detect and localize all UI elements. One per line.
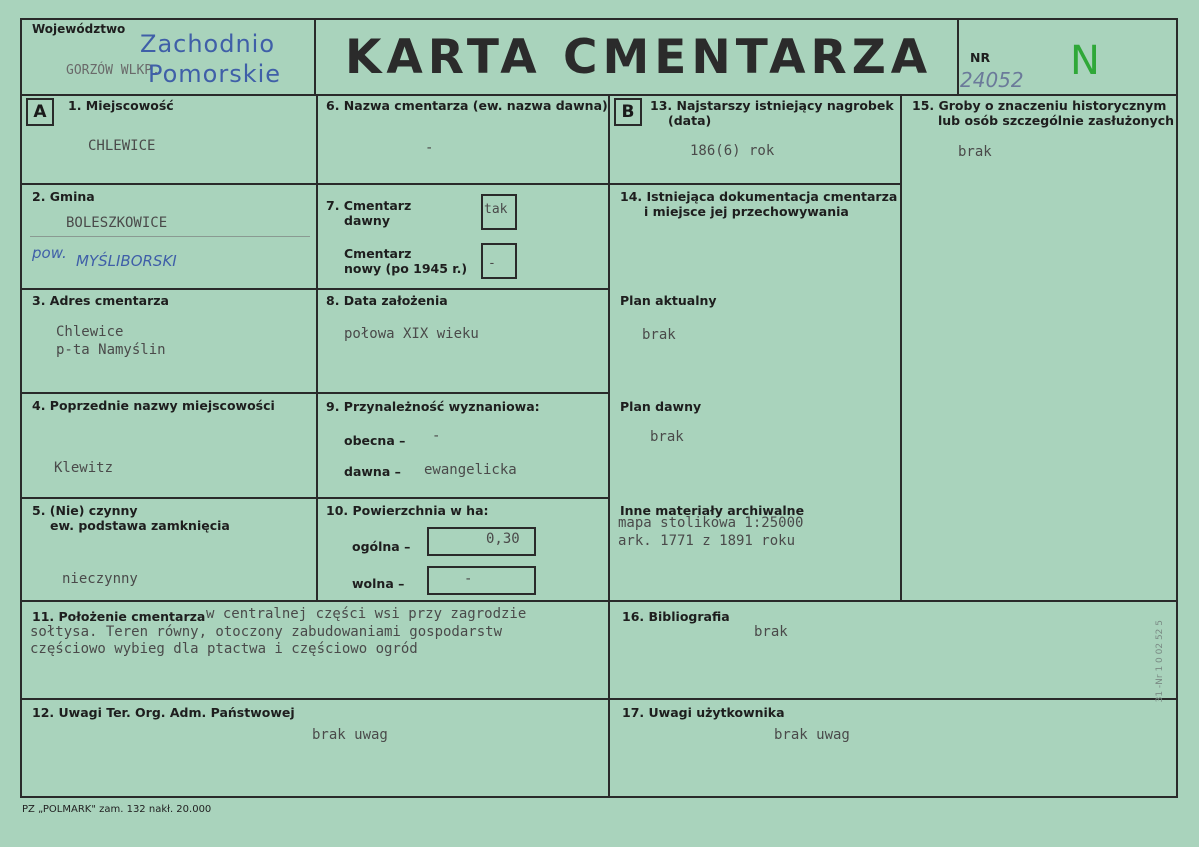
field-9-dawna-label: dawna – <box>344 464 401 479</box>
field-7-nowy-box <box>481 243 517 279</box>
field-15-label-1: 15. Groby o znaczeniu historycznym <box>912 98 1167 113</box>
field-10-label: 10. Powierzchnia w ha: <box>326 503 489 518</box>
row-divider-3 <box>20 392 610 394</box>
field-9-dawna-value: ewangelicka <box>424 462 517 478</box>
header-col-2 <box>957 18 959 94</box>
field-8-value: połowa XIX wieku <box>344 326 479 342</box>
plan-dawny-label: Plan dawny <box>620 399 702 414</box>
field-7-dawny-label-1: 7. Cmentarz <box>326 198 412 213</box>
field-10-ogolna-value: 0,30 <box>486 531 520 547</box>
field-4-label: 4. Poprzednie nazwy miejscowości <box>32 398 275 413</box>
field-14-label-2: i miejsce jej przechowywania <box>644 204 849 219</box>
row-divider-b <box>610 183 900 185</box>
inne-materialy-value-1: mapa stolikowa 1:25000 <box>618 515 804 531</box>
section-a-mark: A <box>26 98 54 126</box>
field-14-label-1: 14. Istniejąca dokumentacja cmentarza <box>620 189 898 204</box>
inne-materialy-value-2: ark. 1771 z 1891 roku <box>618 533 796 549</box>
field-7-nowy-label-1: Cmentarz <box>344 246 412 261</box>
field-12-value: brak uwag <box>312 727 388 743</box>
col-divider-2 <box>608 94 610 798</box>
field-3-label: 3. Adres cmentarza <box>32 293 169 308</box>
field-13-label-1: 13. Najstarszy istniejący nagrobek <box>650 98 894 113</box>
field-2-label: 2. Gmina <box>32 189 95 204</box>
field-10-wolna-box <box>427 566 536 595</box>
field-16-value: brak <box>754 624 788 640</box>
field-11-value-3: częściowo wybieg dla ptactwa i częściowo ogród <box>30 641 418 657</box>
card-title: KARTA CMENTARZA <box>345 30 933 85</box>
field-7-nowy-label-2: nowy (po 1945 r.) <box>344 261 468 276</box>
nr-label: NR <box>970 50 991 65</box>
field-11-value-1: w centralnej części wsi przy zagrodzie <box>206 606 527 622</box>
field-11-label: 11. Położenie cmentarza <box>32 609 206 624</box>
wojewodztwo-label: Województwo <box>32 22 126 36</box>
field-8-label: 8. Data założenia <box>326 293 448 308</box>
plan-dawny-value: brak <box>650 429 684 445</box>
field-15-label-2: lub osób szczególnie zasłużonych <box>938 113 1175 128</box>
row-divider-5 <box>20 600 1178 602</box>
field-2-value: BOLESZKOWICE <box>66 215 168 231</box>
col-divider-3 <box>900 94 902 600</box>
field-1-label: 1. Miejscowość <box>68 98 174 113</box>
inne-materialy-label: Inne materiały archiwalne <box>620 503 805 518</box>
field-1-value: CHLEWICE <box>88 138 156 154</box>
field-15-value: brak <box>958 144 992 160</box>
plan-aktualny-label: Plan aktualny <box>620 293 717 308</box>
field-9-obecna-value: - <box>432 428 441 444</box>
field-9-label: 9. Przynależność wyznaniowa: <box>326 399 540 414</box>
field-5-value: nieczynny <box>62 571 138 587</box>
field-6-value: - <box>425 140 434 156</box>
field-3-value-1: Chlewice <box>56 324 124 340</box>
field-10-wolna-label: wolna – <box>352 576 405 591</box>
field-13-label-2: (data) <box>668 113 712 128</box>
field-16-label: 16. Bibliografia <box>622 609 730 624</box>
side-margin-text: 31 -Nr 1 0 02 52 5 <box>1155 620 1165 703</box>
wojewodztwo-typed: GORZÓW WLKP. <box>66 63 160 78</box>
header-divider <box>20 94 1178 96</box>
field-9-obecna-label: obecna – <box>344 433 406 448</box>
row-divider-6 <box>20 698 1178 700</box>
field-13-value: 186(6) rok <box>690 143 775 159</box>
field-2-pow-prefix: pow. <box>32 244 67 262</box>
field-11-value-2: sołtysa. Teren równy, otoczony zabudowaniami gospodarstw <box>30 624 503 640</box>
field-10-wolna-value: - <box>464 571 473 587</box>
field-3-value-2: p-ta Namyślin <box>56 342 166 358</box>
field-12-label: 12. Uwagi Ter. Org. Adm. Państwowej <box>32 705 295 720</box>
field-17-label: 17. Uwagi użytkownika <box>622 705 785 720</box>
field-6-label: 6. Nazwa cmentarza (ew. nazwa dawna) <box>326 98 608 113</box>
nr-mark: N <box>1070 38 1100 84</box>
field-7-dawny-label-2: dawny <box>344 213 390 228</box>
row-divider-1 <box>20 183 610 185</box>
field-2-underline <box>30 236 310 237</box>
field-4-value: Klewitz <box>54 460 114 476</box>
field-7-dawny-value: tak <box>484 202 508 217</box>
wojewodztwo-stamp-line-1: Zachodnio <box>140 30 276 58</box>
row-divider-4 <box>20 497 610 499</box>
field-5-label-2: ew. podstawa zamknięcia <box>50 518 230 533</box>
field-10-ogolna-label: ogólna – <box>352 539 411 554</box>
row-divider-2 <box>20 288 610 290</box>
field-7-nowy-value: - <box>488 256 496 271</box>
field-2-pow-value: MYŚLIBORSKI <box>76 252 177 270</box>
section-b-mark: B <box>614 98 642 126</box>
field-5-label-1: 5. (Nie) czynny <box>32 503 138 518</box>
header-col-1 <box>314 18 316 94</box>
printer-footer: PZ „POLMARK" zam. 132 nakł. 20.000 <box>22 804 212 815</box>
wojewodztwo-stamp-line-2: Pomorskie <box>148 60 282 88</box>
col-divider-1 <box>316 94 318 600</box>
plan-aktualny-value: brak <box>642 327 676 343</box>
nr-value: 24052 <box>960 68 1024 92</box>
field-17-value: brak uwag <box>774 727 850 743</box>
